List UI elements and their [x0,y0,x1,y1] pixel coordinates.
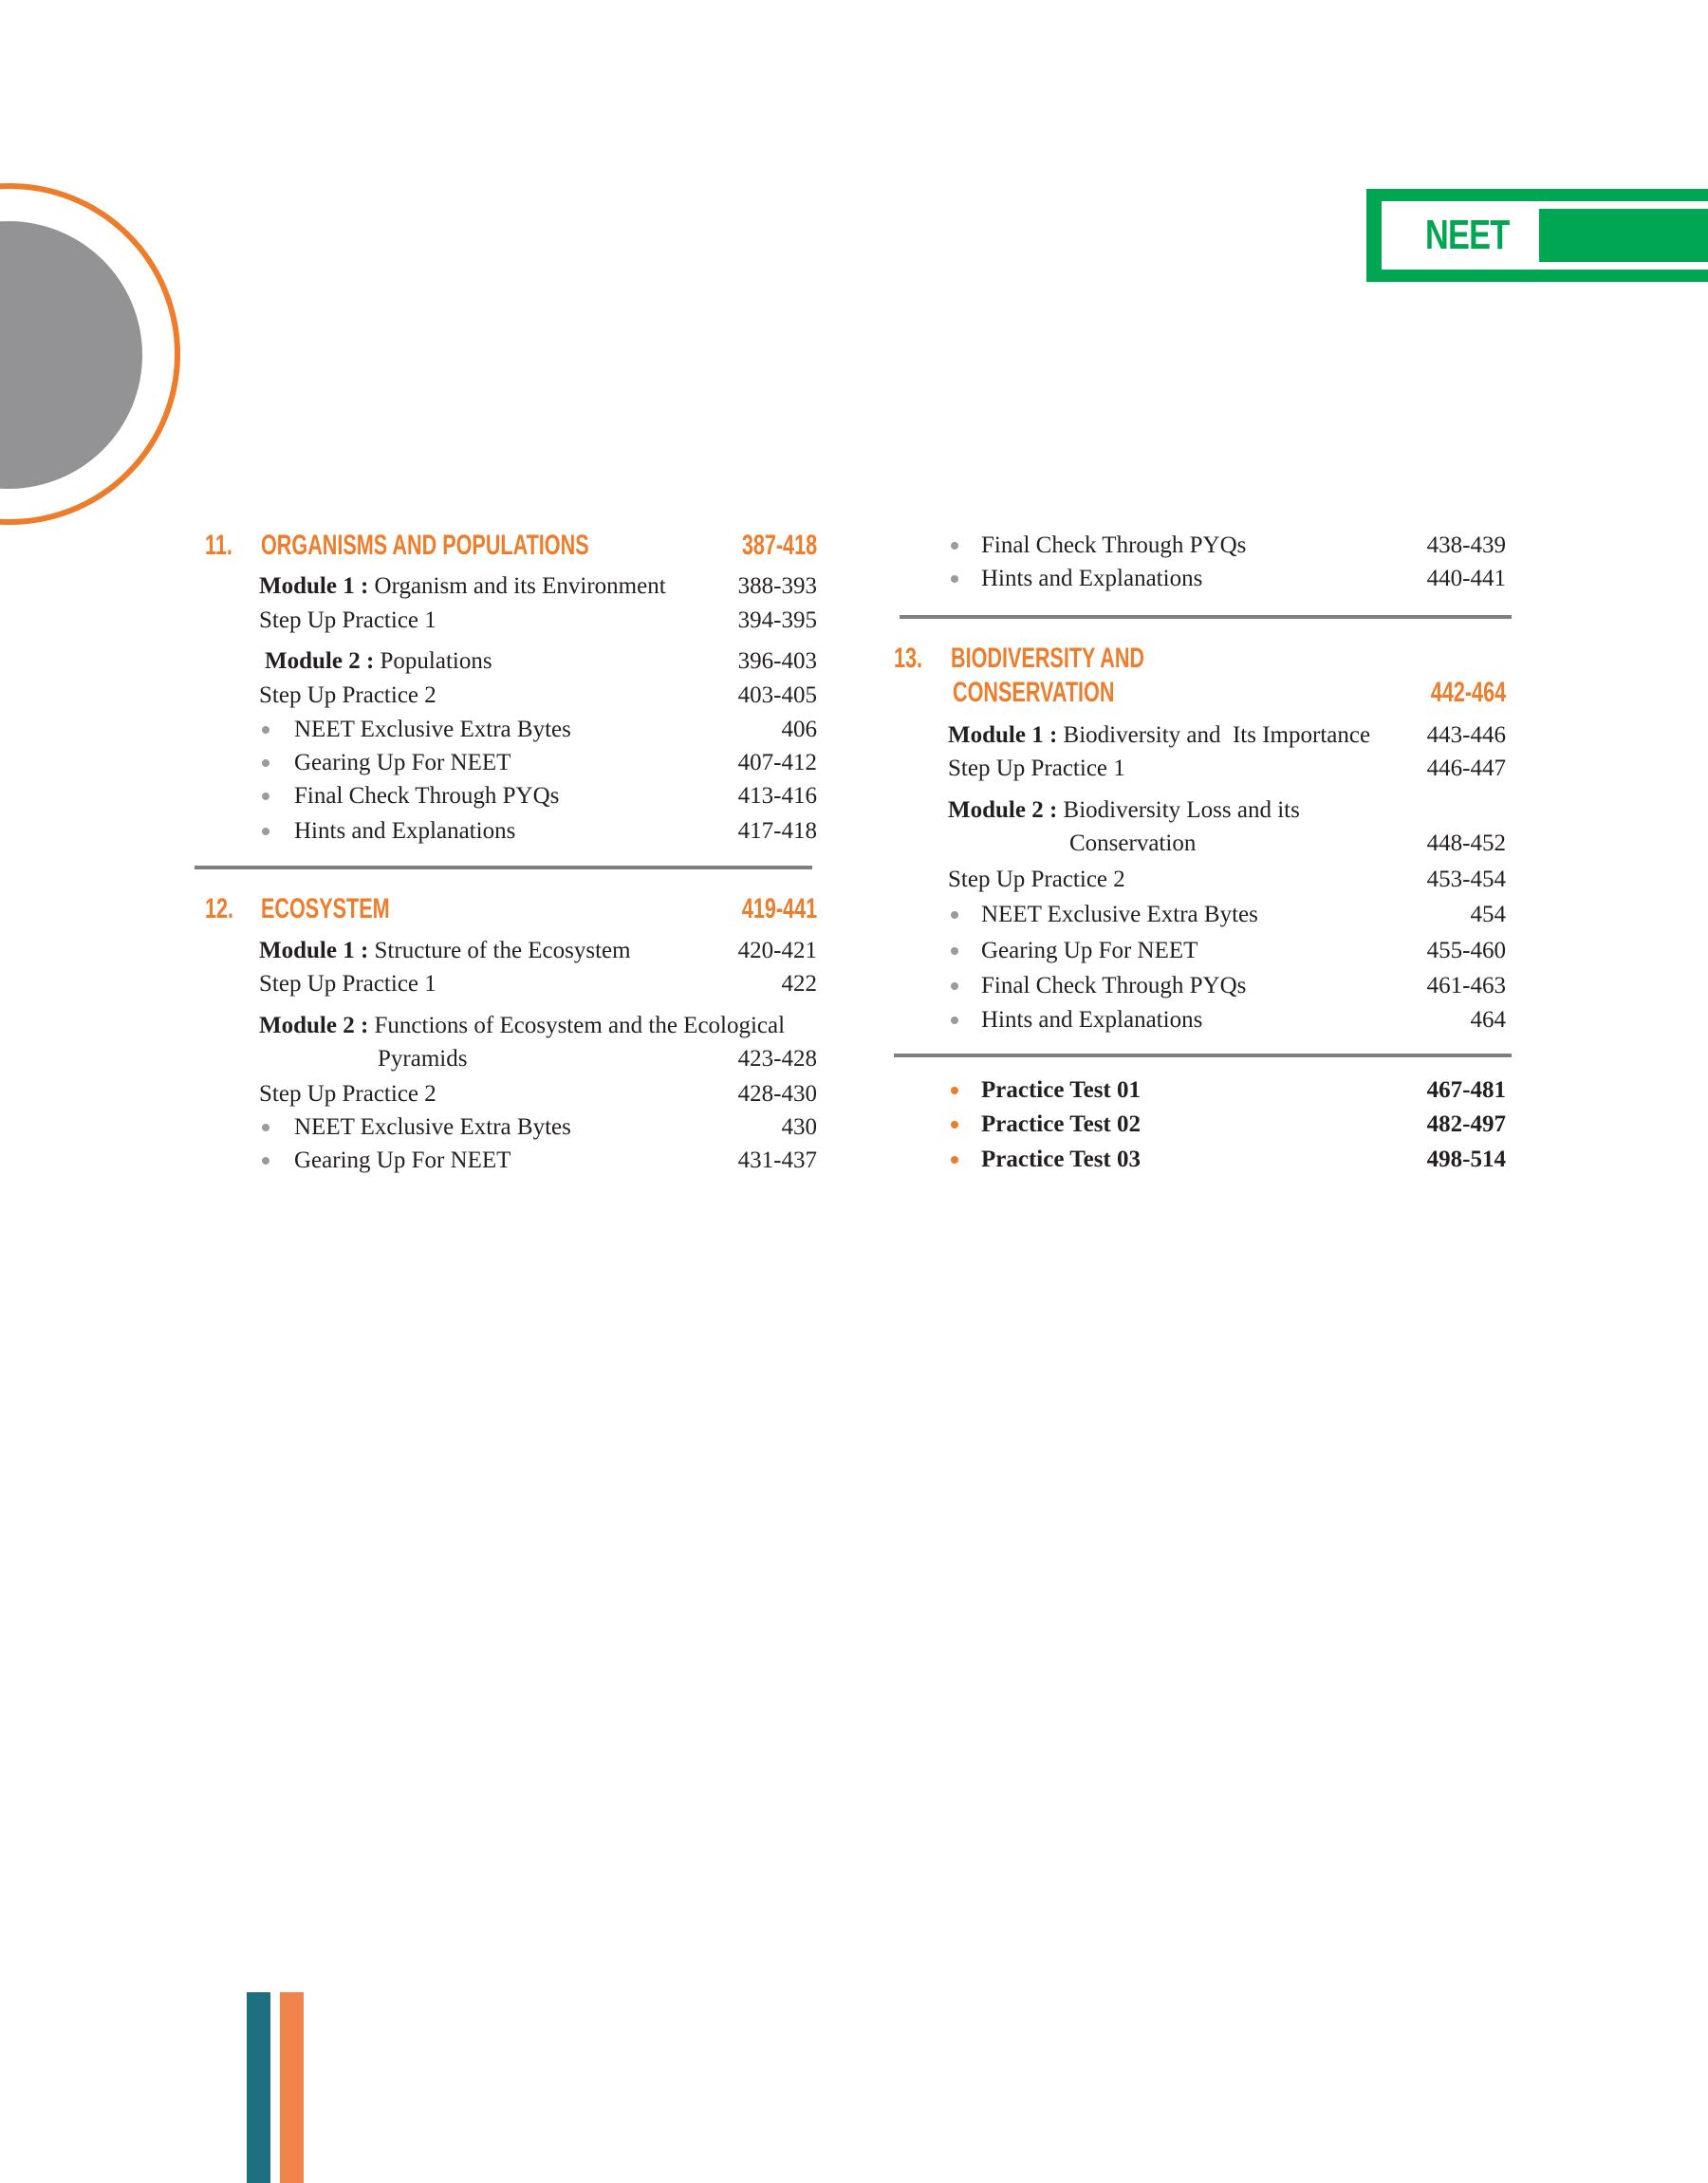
section-divider [900,615,1512,619]
toc-entry[interactable] [948,864,1506,896]
toc-entry[interactable] [259,1010,817,1042]
module-label: Module 1 : [259,938,369,963]
entry-text: Gearing Up For NEET [294,750,511,775]
bullet-icon [262,793,269,800]
chapter-13-heading-line2[interactable] [894,674,1506,712]
chapter-11-title: ORGANISMS AND POPULATIONS [261,530,589,561]
chapter-13-pages: 442-464 [1430,677,1506,708]
entry-pages: 431-437 [737,1147,817,1173]
chapter-13-heading[interactable] [894,640,1506,678]
entry-pages: 453-454 [1426,867,1506,892]
entry-pages: 407-412 [737,750,817,775]
toc-entry[interactable] [951,970,1506,1002]
entry-pages: 440-441 [1426,566,1506,591]
section-divider [894,1054,1512,1057]
entry-text: Functions of Ecosystem and the Ecological [368,1013,786,1038]
practice-test-label: Practice Test 02 [981,1111,1142,1137]
entry-text: Step Up Practice 1 [259,971,436,997]
module-label: Module 2 : [265,648,375,674]
entry-pages: 454 [1470,902,1506,927]
toc-entry[interactable] [951,563,1506,595]
bullet-icon [262,828,269,835]
toc-entry[interactable] [259,570,817,603]
toc-entry[interactable] [951,1004,1506,1036]
entry-text: Step Up Practice 2 [259,682,436,708]
entry-pages: 388-393 [737,573,817,599]
section-divider [195,866,812,869]
toc-entry[interactable] [259,605,817,637]
neet-badge-fill [1539,209,1708,262]
entry-text: Structure of the Ecosystem [368,938,631,963]
entry-pages: 413-416 [737,783,817,809]
entry-pages: 443-446 [1426,722,1506,748]
chapter-13-title-line1: BIODIVERSITY AND [951,643,1145,674]
bullet-icon [262,759,269,767]
toc-entry[interactable] [951,935,1506,967]
neet-badge [1366,189,1708,282]
entry-text: Pyramids [378,1046,468,1072]
chapter-12-heading[interactable] [205,890,817,928]
entry-pages: 406 [781,717,817,742]
module-label: Module 1 : [948,722,1058,748]
entry-pages: 455-460 [1426,938,1506,963]
entry-pages: 446-447 [1426,756,1506,781]
toc-entry-continuation[interactable] [948,828,1506,860]
entry-text: Hints and Explanations [981,1007,1203,1033]
toc-entry-continuation[interactable] [259,1043,817,1075]
entry-text: NEET Exclusive Extra Bytes [294,1114,571,1140]
entry-text: Step Up Practice 1 [259,607,436,633]
entry-pages: 403-405 [737,682,817,708]
toc-entry[interactable] [262,714,817,746]
bullet-icon [951,1121,958,1129]
entry-pages: 394-395 [737,607,817,633]
toc-entry[interactable] [262,747,817,779]
bullet-icon [951,542,958,550]
neet-badge-label: NEET [1425,212,1510,258]
entry-pages: 422 [781,971,817,997]
practice-test-pages: 482-497 [1426,1111,1506,1137]
entry-text: NEET Exclusive Extra Bytes [294,717,571,742]
entry-text: Final Check Through PYQs [981,532,1247,558]
module-label: Module 2 : [948,797,1058,823]
chapter-13-title-line2: CONSERVATION [953,677,1115,708]
chapter-11-number: 11. [205,530,232,561]
entry-pages: 430 [781,1114,817,1140]
bullet-icon [262,726,269,734]
chapter-11-heading[interactable] [205,527,817,565]
entry-pages: 420-421 [737,938,817,963]
toc-entry[interactable] [262,1111,817,1144]
bullet-icon [951,947,958,955]
entry-text: Conservation [1069,830,1197,856]
practice-test-entry[interactable] [951,1144,1506,1176]
bullet-icon [951,575,958,583]
entry-text: Populations [374,648,492,674]
toc-entry[interactable] [951,530,1506,562]
entry-text: Hints and Explanations [981,566,1203,591]
bullet-icon [951,1156,958,1164]
entry-text: Hints and Explanations [294,818,516,844]
toc-entry[interactable] [259,680,817,712]
decorative-teal-bar [247,1992,270,2183]
bullet-icon [951,982,958,990]
toc-entry[interactable] [259,1078,817,1110]
decorative-orange-bar [280,1992,304,2183]
bullet-icon [262,1124,269,1131]
bullet-icon [951,1017,958,1024]
toc-entry[interactable] [948,753,1506,785]
entry-text: Step Up Practice 1 [948,756,1125,781]
bullet-icon [951,911,958,919]
entry-text: Gearing Up For NEET [294,1147,511,1173]
entry-text: Organism and its Environment [368,573,666,599]
chapter-12-title: ECOSYSTEM [261,893,390,924]
entry-pages: 438-439 [1426,532,1506,558]
entry-text: Final Check Through PYQs [294,783,560,809]
practice-test-pages: 467-481 [1426,1077,1506,1103]
entry-pages: 417-418 [737,818,817,844]
entry-pages: 464 [1470,1007,1506,1033]
toc-entry[interactable] [259,968,817,1000]
toc-entry[interactable] [259,935,817,967]
entry-pages: 461-463 [1426,973,1506,998]
entry-pages: 396-403 [737,648,817,674]
entry-text: Gearing Up For NEET [981,938,1198,963]
entry-text: Step Up Practice 2 [259,1081,436,1107]
chapter-12-number: 12. [205,893,234,924]
chapter-12-pages: 419-441 [741,893,817,924]
entry-text: Final Check Through PYQs [981,973,1247,998]
toc-entry[interactable] [951,899,1506,931]
practice-test-entry[interactable] [951,1074,1506,1107]
entry-text: Biodiversity and Its Importance [1057,722,1371,748]
entry-pages: 448-452 [1426,830,1506,856]
toc-entry[interactable] [262,815,817,848]
practice-test-pages: 498-514 [1426,1147,1506,1172]
chapter-13-number: 13. [894,643,923,674]
entry-text: Step Up Practice 2 [948,867,1125,892]
module-label: Module 2 : [259,1013,369,1038]
entry-text: Biodiversity Loss and its [1057,797,1300,823]
practice-test-label: Practice Test 03 [981,1147,1142,1172]
toc-entry[interactable] [265,645,817,678]
toc-entry[interactable] [262,1145,817,1177]
practice-test-label: Practice Test 01 [981,1077,1142,1103]
toc-entry[interactable] [948,794,1506,827]
neet-badge-inner [1382,201,1708,270]
toc-entry[interactable] [948,719,1506,752]
entry-text: NEET Exclusive Extra Bytes [981,902,1258,927]
entry-pages: 423-428 [737,1046,817,1072]
bullet-icon [262,1157,269,1165]
chapter-11-pages: 387-418 [741,530,817,561]
module-label: Module 1 : [259,573,369,599]
practice-test-entry[interactable] [951,1109,1506,1141]
bullet-icon [951,1087,958,1094]
entry-pages: 428-430 [737,1081,817,1107]
toc-entry[interactable] [262,780,817,812]
